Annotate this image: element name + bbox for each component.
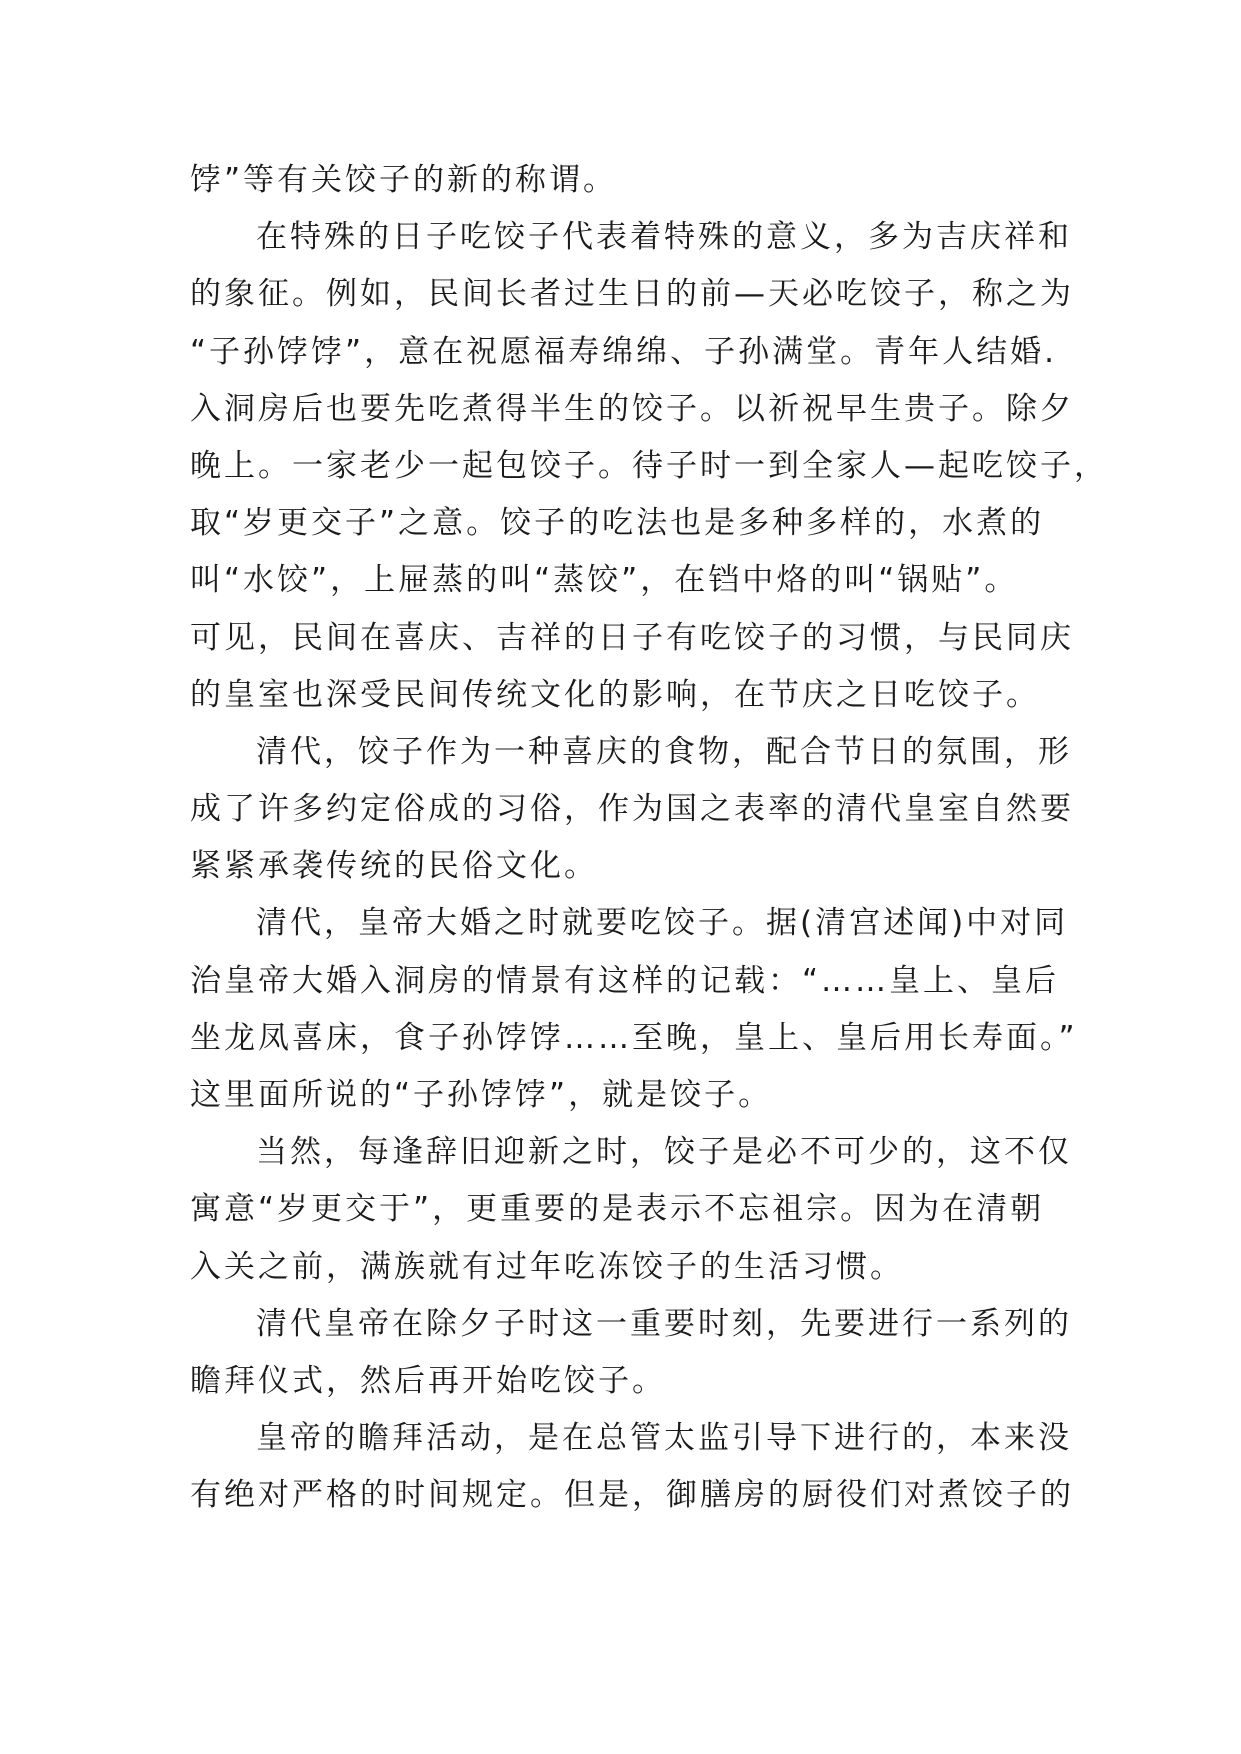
text-line: 皇帝的瞻拜活动，是在总管太监引导下进行的，本来没 (256, 1420, 1072, 1457)
text-line: 入洞房后也要先吃煮得半生的饺子。以祈祝早生贵子。除夕 (190, 390, 1074, 427)
text-line: 的皇室也深受民间传统文化的影响，在节庆之日吃饺子。 (190, 676, 1040, 713)
text-line: 当然，每逢辞旧迎新之时，饺子是必不可少的，这不仅 (256, 1134, 1072, 1171)
text-line: 坐龙凤喜床，食子孙饽饽……至晚，皇上、皇后用长寿面。” (190, 1019, 1078, 1056)
text-line: 有绝对严格的时间规定。但是，御膳房的厨役们对煮饺子的 (190, 1477, 1074, 1514)
text-line: 在特殊的日子吃饺子代表着特殊的意义，多为吉庆祥和 (256, 219, 1072, 256)
text-line: 瞻拜仪式，然后再开始吃饺子。 (190, 1362, 666, 1399)
text-line: 晚上。一家老少一起包饺子。待子时一到全家人—起吃饺子， (190, 447, 1108, 484)
text-line: 清代皇帝在除夕子时这一重要时刻，先要进行一系列的 (256, 1305, 1072, 1342)
text-line: 的象征。例如，民间长者过生日的前—天必吃饺子，称之为 (190, 276, 1074, 313)
text-line: 寓意“岁更交于”，更重要的是表示不忘祖宗。因为在清朝 (190, 1191, 1045, 1228)
text-line: 紧紧承袭传统的民俗文化。 (190, 848, 598, 885)
text-line: 这里面所说的“子孙饽饽”，就是饺子。 (190, 1077, 773, 1113)
body-text (190, 152, 1108, 1525)
text-line: 治皇帝大婚入洞房的情景有这样的记载：“……皇上、皇后 (190, 962, 1060, 999)
text-line: 取“岁更交子”之意。饺子的吃法也是多种多样的，水煮的 (190, 505, 1045, 542)
text-line: 入关之前，满族就有过年吃冻饺子的生活习惯。 (190, 1248, 904, 1285)
text-line: 叫“水饺”，上屉蒸的叫“蒸饺”，在铛中烙的叫“锅贴”。 (190, 562, 1019, 599)
text-line: 清代，饺子作为一种喜庆的食物，配合节日的氛围，形 (256, 733, 1072, 770)
text-line: “子孙饽饽”，意在祝愿福寿绵绵、子孙满堂。青年人结婚. (190, 333, 1057, 370)
text-line: 清代，皇帝大婚之时就要吃饺子。据(清宫述闻)中对同 (256, 905, 1069, 942)
text-line: 成了许多约定俗成的习俗，作为国之表率的清代皇室自然要 (190, 791, 1074, 828)
text-line: 饽”等有关饺子的新的称谓。 (190, 162, 618, 198)
text-line: 可见，民间在喜庆、吉祥的日子有吃饺子的习惯，与民同庆 (190, 619, 1074, 656)
